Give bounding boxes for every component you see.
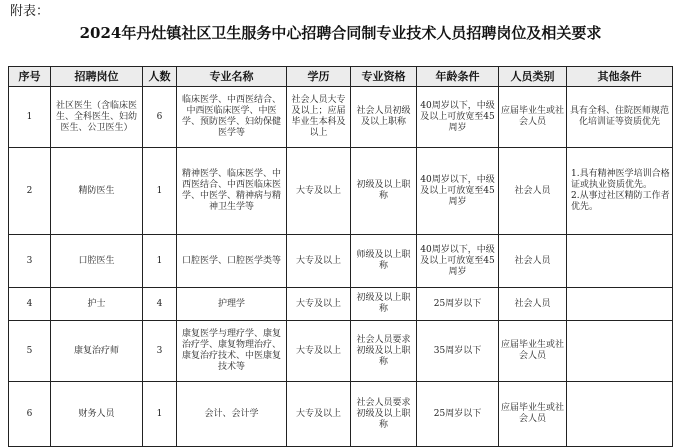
other-line: 1.具有精神医学培训合格证或执业资质优先。 — [571, 169, 670, 190]
cell-qualification: 师级及以上职称 — [351, 235, 417, 288]
cell-age: 40周岁以下，中级及以上可放宽至45周岁 — [417, 235, 499, 288]
cell-major: 临床医学、中西医结合、中西医临床医学、中医学、预防医学、妇幼保健医学等 — [177, 87, 287, 148]
other-line: 具有全科、住院医师规范化培训证等资质优先 — [569, 106, 669, 127]
cell-position: 护士 — [51, 288, 143, 321]
cell-position: 康复治疗师 — [51, 321, 143, 382]
cell-category: 应届毕业生或社会人员 — [499, 321, 567, 382]
cell-qualification: 社会人员要求初级及以上职称 — [351, 321, 417, 382]
cell-category: 社会人员 — [499, 235, 567, 288]
document-title: 2024年丹灶镇社区卫生服务中心招聘合同制专业技术人员招聘岗位及相关要求 — [79, 24, 602, 42]
cell-education: 大专及以上 — [287, 382, 351, 447]
table-row — [9, 288, 673, 321]
cell-other — [567, 382, 673, 447]
cell-age: 25周岁以下 — [417, 288, 499, 321]
header-age: 年龄条件 — [417, 67, 499, 87]
cell-count: 6 — [143, 87, 177, 148]
cell-position: 精防医生 — [51, 148, 143, 235]
cell-no: 4 — [9, 288, 51, 321]
cell-other — [567, 87, 673, 148]
cell-education: 大专及以上 — [287, 288, 351, 321]
cell-count: 4 — [143, 288, 177, 321]
cell-education: 大专及以上 — [287, 321, 351, 382]
cell-count: 3 — [143, 321, 177, 382]
appendix-label: 附表： — [10, 4, 50, 19]
cell-qualification: 社会人员初级及以上职称 — [351, 87, 417, 148]
cell-category: 应届毕业生或社会人员 — [499, 382, 567, 447]
table-row — [9, 321, 673, 382]
cell-category: 应届毕业生或社会人员 — [499, 87, 567, 148]
header-qualification: 专业资格 — [351, 67, 417, 87]
cell-no: 1 — [9, 87, 51, 148]
cell-education: 社会人员大专及以上；应届毕业生本科及以上 — [287, 87, 351, 148]
recruitment-table — [8, 66, 673, 447]
cell-other — [567, 288, 673, 321]
cell-qualification: 初级及以上职称 — [351, 148, 417, 235]
cell-education: 大专及以上 — [287, 148, 351, 235]
cell-major: 精神医学、临床医学、中西医结合、中西医临床医学、中医学、精神病与精神卫生学等 — [177, 148, 287, 235]
table-header-row — [9, 67, 673, 87]
cell-age: 40周岁以下，中级及以上可放宽至45周岁 — [417, 87, 499, 148]
header-other: 其他条件 — [567, 67, 673, 87]
cell-category: 社会人员 — [499, 288, 567, 321]
cell-age: 40周岁以下，中级及以上可放宽至45周岁 — [417, 148, 499, 235]
cell-other — [567, 321, 673, 382]
cell-major: 康复医学与理疗学、康复治疗学、康复物理治疗、康复治疗技术、中医康复技术等 — [177, 321, 287, 382]
cell-age: 35周岁以下 — [417, 321, 499, 382]
cell-qualification: 社会人员要求初级及以上职称 — [351, 382, 417, 447]
cell-no: 3 — [9, 235, 51, 288]
cell-age: 25周岁以下 — [417, 382, 499, 447]
other-line: 2.从事过社区精防工作者优先。 — [571, 191, 670, 212]
cell-no: 2 — [9, 148, 51, 235]
cell-position: 口腔医生 — [51, 235, 143, 288]
cell-major: 护理学 — [177, 288, 287, 321]
table-row — [9, 235, 673, 288]
header-position: 招聘岗位 — [51, 67, 143, 87]
cell-major: 口腔医学、口腔医学类等 — [177, 235, 287, 288]
table-row — [9, 148, 673, 235]
header-major: 专业名称 — [177, 67, 287, 87]
cell-count: 1 — [143, 148, 177, 235]
cell-education: 大专及以上 — [287, 235, 351, 288]
cell-count: 1 — [143, 235, 177, 288]
cell-other — [567, 148, 673, 235]
header-no: 序号 — [9, 67, 51, 87]
cell-no: 5 — [9, 321, 51, 382]
cell-position: 社区医生（含临床医生、全科医生、妇幼医生、公卫医生） — [51, 87, 143, 148]
table-row — [9, 87, 673, 148]
cell-other — [567, 235, 673, 288]
header-category: 人员类别 — [499, 67, 567, 87]
cell-no: 6 — [9, 382, 51, 447]
cell-count: 1 — [143, 382, 177, 447]
table-row — [9, 382, 673, 447]
cell-category: 社会人员 — [499, 148, 567, 235]
cell-qualification: 初级及以上职称 — [351, 288, 417, 321]
header-education: 学历 — [287, 67, 351, 87]
header-count: 人数 — [143, 67, 177, 87]
cell-position: 财务人员 — [51, 382, 143, 447]
cell-major: 会计、会计学 — [177, 382, 287, 447]
